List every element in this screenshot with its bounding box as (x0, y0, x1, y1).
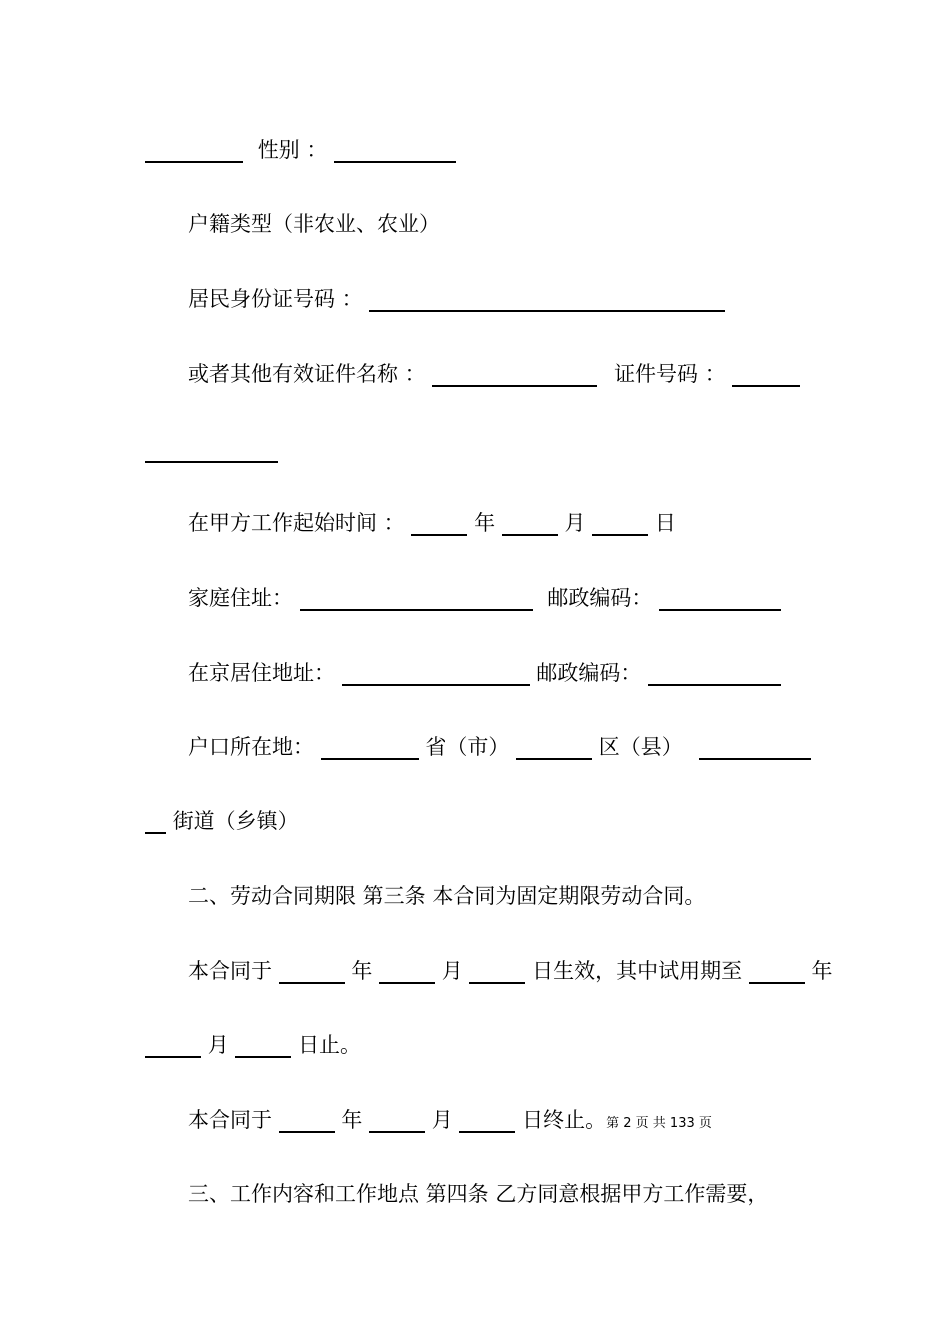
blank-postcode-2 (648, 660, 781, 686)
label-day: 日 (654, 511, 676, 535)
heading-work-content: 三、工作内容和工作地点 第四条 乙方同意根据甲方工作需要， (188, 1182, 769, 1206)
label-eff-year: 年 (351, 959, 373, 983)
line-beijing-address (188, 653, 781, 693)
line-probation-end (145, 1025, 361, 1065)
page-number: 第 2 页 共 133 页 (606, 1116, 712, 1131)
blank-prob-month (145, 1032, 201, 1058)
blank-year (411, 510, 467, 536)
label-prob-year: 年 (811, 959, 833, 983)
label-beijing-address: 在京居住地址： (188, 661, 335, 685)
blank-prob-year (749, 958, 805, 984)
line-cert-no-cont (145, 430, 278, 470)
line-street (145, 801, 299, 841)
label-postcode-2: 邮政编码： (536, 661, 642, 685)
blank-day (592, 510, 648, 536)
label-province: 省（市） (425, 735, 510, 759)
blank-term-year (279, 1107, 335, 1133)
line-termination-date (188, 1100, 712, 1140)
blank-eff-day (469, 958, 525, 984)
blank-gender (334, 137, 456, 163)
line-start-date (188, 503, 676, 543)
blank-id-number (369, 286, 725, 312)
blank-term-day (459, 1107, 515, 1133)
label-cert-no: 证件号码 ： (614, 362, 726, 386)
label-prob-end: 日止。 (298, 1033, 362, 1057)
label-term-month: 月 (431, 1108, 453, 1132)
blank-postcode-1 (659, 585, 781, 611)
label-hukou-type: 户籍类型（非农业、农业） (188, 212, 440, 236)
blank-name (145, 137, 243, 163)
line-id-number (188, 279, 725, 319)
line-hukou-type (188, 204, 440, 244)
line-effective-date (188, 951, 833, 991)
label-hukou-location: 户口所在地： (188, 735, 314, 759)
blank-street (699, 734, 811, 760)
line-other-id (188, 354, 800, 394)
label-postcode-1: 邮政编码： (547, 586, 653, 610)
blank-month (502, 510, 558, 536)
label-home-address: 家庭住址： (188, 586, 293, 610)
blank-district (516, 734, 592, 760)
label-start-date: 在甲方工作起始时间 ： (188, 511, 405, 535)
blank-street-cont (145, 808, 166, 834)
blank-term-month (369, 1107, 425, 1133)
label-term-year: 年 (341, 1108, 363, 1132)
label-termination: 本合同于 (188, 1108, 272, 1132)
line-hukou-location (188, 727, 811, 767)
label-other-id: 或者其他有效证件名称 ： (188, 362, 426, 386)
section-contract-term (188, 876, 705, 916)
line-gender (145, 130, 456, 170)
section-work-content (188, 1174, 768, 1214)
blank-prob-day (235, 1032, 291, 1058)
blank-eff-month (379, 958, 435, 984)
label-effective: 本合同于 (188, 959, 272, 983)
blank-home-address (300, 585, 533, 611)
blank-eff-year (279, 958, 345, 984)
label-probation: 日生效，其中试用期至 (532, 959, 743, 983)
label-month: 月 (564, 511, 586, 535)
label-gender: 性别 ： (257, 138, 328, 162)
label-eff-month: 月 (441, 959, 463, 983)
label-term-end: 日终止。 (522, 1108, 607, 1132)
line-home-address (188, 578, 781, 618)
blank-cert-no-cont (145, 437, 278, 463)
label-prob-month: 月 (207, 1033, 229, 1057)
blank-other-id (432, 361, 597, 387)
blank-cert-no (732, 361, 800, 387)
label-street: 街道（乡镇） (172, 809, 299, 833)
label-id-number: 居民身份证号码 ： (188, 287, 363, 311)
heading-contract-term: 二、劳动合同期限 第三条 本合同为固定期限劳动合同。 (188, 884, 706, 908)
blank-province (321, 734, 419, 760)
label-year: 年 (474, 511, 496, 535)
blank-beijing-address (342, 660, 530, 686)
label-district: 区（县） (598, 735, 683, 759)
